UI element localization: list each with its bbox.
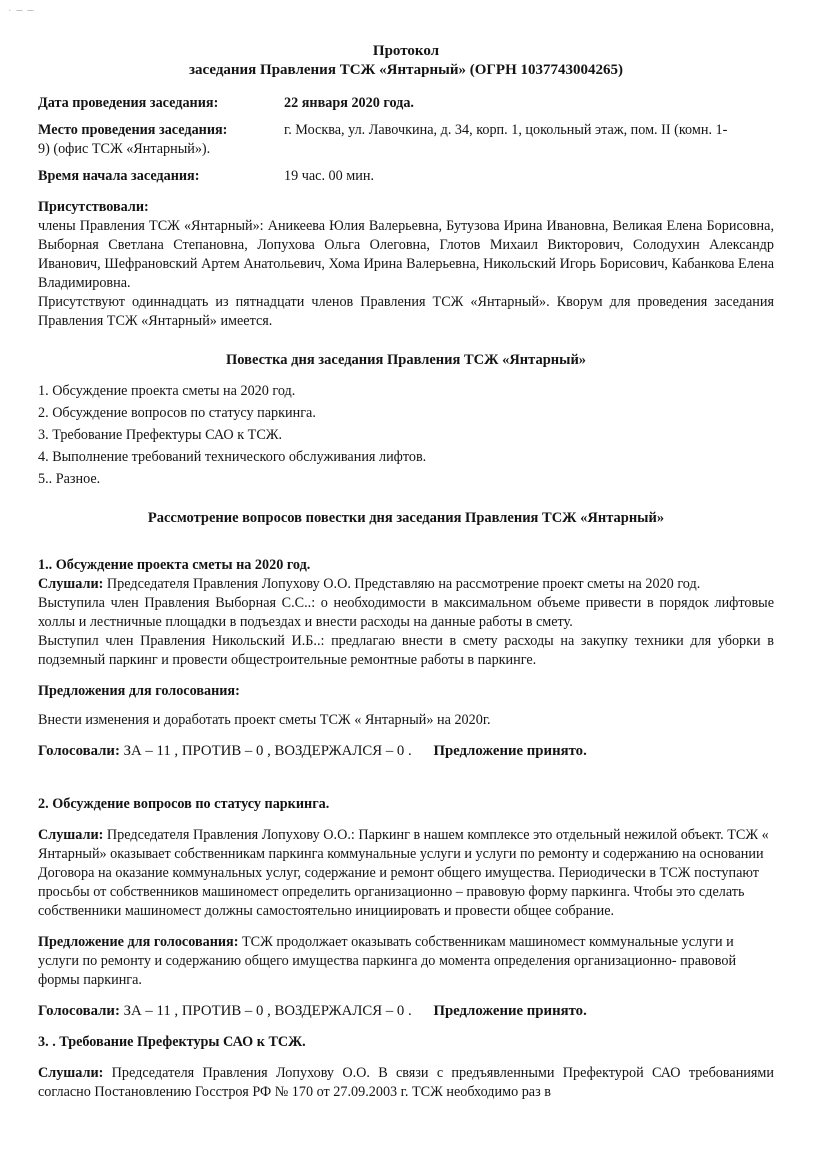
q2-heading: 2. Обсуждение вопросов по статусу паркинга. bbox=[38, 796, 330, 812]
meeting-time-value: 19 час. 00 мин. bbox=[284, 168, 375, 184]
q1-proposal-text: Внести изменения и доработать проект сметы ТСЖ « Янтарный» на 2020г. bbox=[38, 712, 491, 728]
meeting-place-row bbox=[38, 121, 774, 159]
q1-heard bbox=[38, 575, 774, 594]
q2-result: Предложение принято. bbox=[433, 1003, 587, 1019]
scan-corner-mark: · ─ ─ bbox=[8, 6, 35, 17]
q2-vote bbox=[38, 1002, 774, 1021]
meeting-time-label: Время начала заседания: bbox=[38, 168, 200, 184]
q1-vote bbox=[38, 742, 774, 761]
document-title: Протокол bbox=[372, 43, 440, 59]
q3-heard-text: Председателя Правления Лопухову О.О. В связи с предъявленными Префектурой САО требованиями согласно Постановлению Госстроя РФ № 170 от 27.09.2003 г. ТСЖ необходимо раз в bbox=[38, 1065, 774, 1100]
q2-vote-label: Голосовали: bbox=[38, 1003, 120, 1019]
agenda-heading: Повестка дня заседания Правления ТСЖ «Янтарный» bbox=[225, 352, 587, 368]
present-label: Присутствовали: bbox=[38, 199, 149, 215]
agenda-item: 5.. Разное. bbox=[38, 471, 101, 487]
q1-heading: 1.. Обсуждение проекта сметы на 2020 год. bbox=[38, 557, 311, 573]
agenda-list bbox=[38, 382, 774, 489]
review-heading: Рассмотрение вопросов повестки дня заседания Правления ТСЖ «Янтарный» bbox=[147, 510, 665, 526]
q3-heard-label: Слушали: bbox=[38, 1065, 104, 1081]
q2-heard-label: Слушали: bbox=[38, 827, 104, 843]
meeting-place-label: Место проведения заседания: bbox=[38, 122, 228, 138]
q2-heard bbox=[38, 826, 774, 921]
meeting-place-value-line1: г. Москва, ул. Лавочкина, д. 34, корп. 1, цокольный этаж, пом. II (комн. 1- bbox=[284, 122, 728, 138]
agenda-item: 4. Выполнение требований технического обслуживания лифтов. bbox=[38, 449, 427, 465]
q1-speech-2: Выступил член Правления Никольский И.Б..: предлагаю внести в смету расходы на закупку техники для уборки в подземный паркинг и провести общестроительные ремонтные работы в паркинге. bbox=[38, 633, 774, 668]
meeting-date-row bbox=[38, 94, 774, 113]
q2-heard-text: Председателя Правления Лопухову О.О.: Паркинг в нашем комплексе это отдельный нежилой объект. ТСЖ « Янтарный» оказывает собственникам паркинга коммунальные услуги и услуги по ремонту и содержанию на основании Договора на оказание коммунальных услуг, содержание и ремонт общего имущества. Периодически в ТСЖ поступают просьбы от собственников машиномест определить организационно – правовую форму паркинга. Чтобы это сделать собственники машиномест должны самостоятельно инициировать и провести общее собрание. bbox=[38, 827, 769, 919]
q3-heading: 3. . Требование Префектуры САО к ТСЖ. bbox=[38, 1034, 306, 1050]
quorum-statement: Присутствуют одиннадцать из пятнадцати членов Правления ТСЖ «Янтарный». Кворум для проведения заседания Правления ТСЖ «Янтарный» имеется. bbox=[38, 294, 774, 329]
document-subtitle: заседания Правления ТСЖ «Янтарный» (ОГРН 1037743004265) bbox=[188, 62, 624, 78]
q2-vote-text: ЗА – 11 , ПРОТИВ – 0 , ВОЗДЕРЖАЛСЯ – 0 . bbox=[123, 1003, 412, 1019]
q1-proposal-label: Предложения для голосования: bbox=[38, 683, 240, 699]
agenda-item: 3. Требование Префектуры САО к ТСЖ. bbox=[38, 427, 283, 443]
q1-result: Предложение принято. bbox=[433, 743, 587, 759]
agenda-item: 2. Обсуждение вопросов по статусу паркинга. bbox=[38, 405, 316, 421]
q2-proposal-text: ТСЖ продолжает оказывать собственникам машиномест коммунальные услуги и услуги по ремонту и содержанию общего имущества паркинга до момента определения организационно- правовой формы паркинга. bbox=[38, 934, 737, 988]
q2-proposal bbox=[38, 933, 774, 990]
meeting-place-value-line2: 9) (офис ТСЖ «Янтарный»). bbox=[38, 141, 211, 157]
meeting-date-value: 22 января 2020 года. bbox=[284, 95, 414, 111]
q1-vote-label: Голосовали: bbox=[38, 743, 120, 759]
meeting-time-row bbox=[38, 167, 774, 186]
q1-heard-text: Председателя Правления Лопухову О.О. Представляю на рассмотрение проект сметы на 2020 год. bbox=[106, 576, 701, 592]
present-members: члены Правления ТСЖ «Янтарный»: Аникеева Юлия Валерьевна, Бутузова Ирина Ивановна, Великая Елена Борисовна, Выборная Светлана Степановна, Лопухова Ольга Олеговна, Глотов Михаил Викторович, Солодухин Александр Иванович, Шефрановский Артем Анатольевич, Хома Ирина Валерьевна, Никольский Игорь Борисович, Кабанкова Елена Владимировна. bbox=[38, 218, 774, 291]
q3-heard bbox=[38, 1064, 774, 1102]
q1-speech-1: Выступила член Правления Выборная С.С..: о необходимости в максимальном объеме привести в порядок лифтовые холлы и лестничные площадки в подъездах и внести расходы на данные работы в смету. bbox=[38, 595, 774, 630]
agenda-item: 1. Обсуждение проекта сметы на 2020 год. bbox=[38, 383, 296, 399]
q1-vote-text: ЗА – 11 , ПРОТИВ – 0 , ВОЗДЕРЖАЛСЯ – 0 . bbox=[123, 743, 412, 759]
q2-proposal-label: Предложение для голосования: bbox=[38, 934, 239, 950]
q1-heard-label: Слушали: bbox=[38, 576, 104, 592]
meeting-date-label: Дата проведения заседания: bbox=[38, 95, 219, 111]
